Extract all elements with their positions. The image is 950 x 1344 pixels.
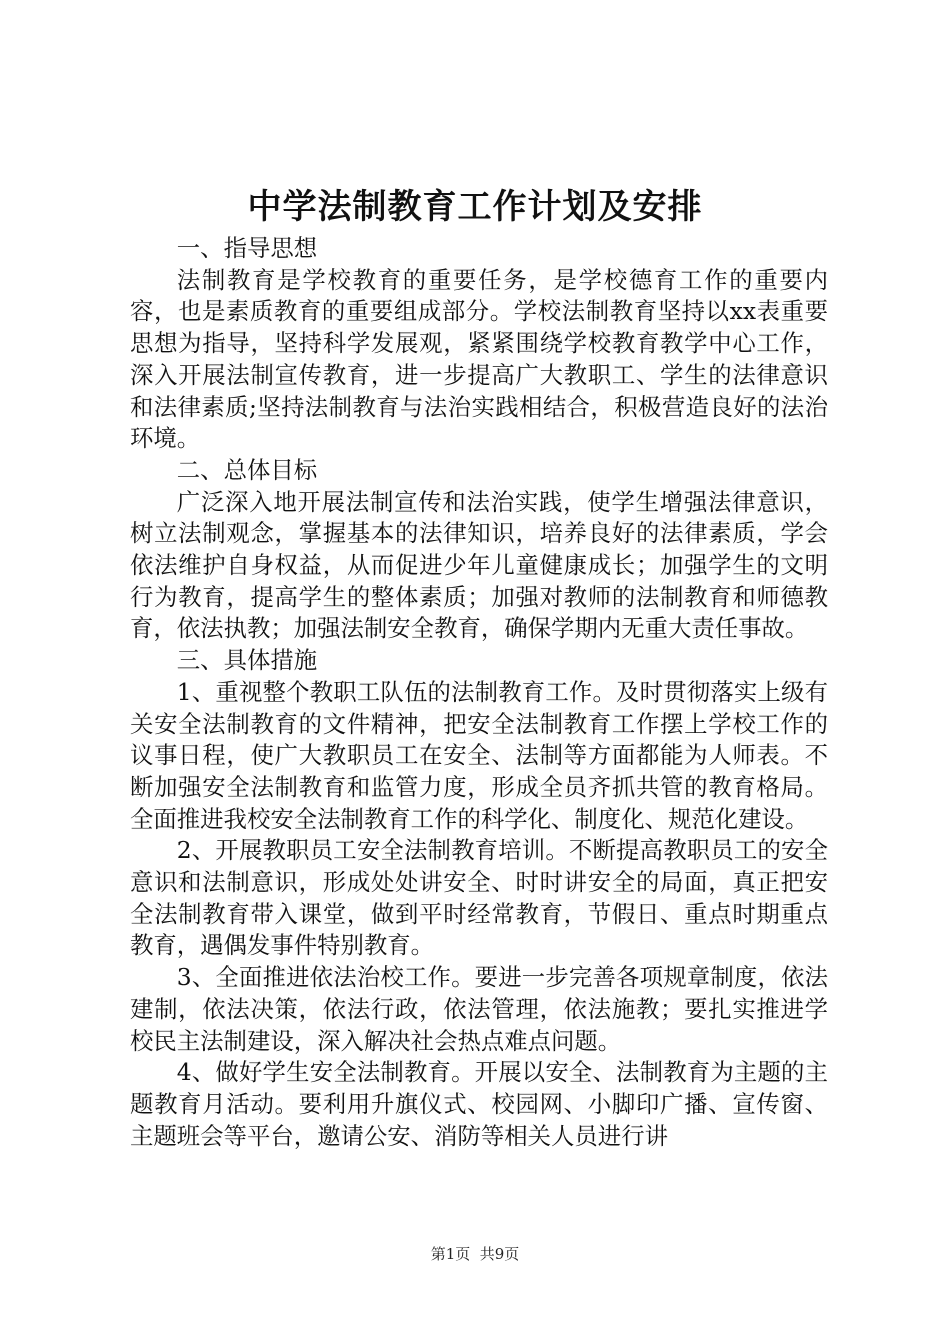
section-heading-overall-goals: 二、总体目标 bbox=[176, 455, 318, 484]
paragraph-measure-2: 2、开展教职员工安全法制教育培训。不断提高教职员工的安全意识和法制意识，形成处处讲安全、时时讲安全的局面，真正把安全法制教育带入课堂，做到平时经常教育，节假日、重点时期重点教育，遇偶发事件特别教育。 bbox=[130, 836, 828, 960]
paragraph-measure-1: 1、重视整个教职工队伍的法制教育工作。及时贯彻落实上级有关安全法制教育的文件精神，把安全法制教育工作摆上学校工作的议事日程，使广大教职员工在安全、法制等方面都能为人师表。不断加强安全法制教育和监管力度，形成全员齐抓共管的教育格局。全面推进我校安全法制教育工作的科学化、制度化、规范化建设。 bbox=[130, 677, 828, 833]
paragraph-overall-goals: 广泛深入地开展法制宣传和法治实践，使学生增强法律意识，树立法制观念，掌握基本的法律知识，培养良好的法律素质，学会依法维护自身权益，从而促进少年儿童健康成长；加强学生的文明行为教育，提高学生的整体素质；加强对教师的法制教育和师德教育，依法执教；加强法制安全教育，确保学期内无重大责任事故。 bbox=[130, 487, 828, 643]
section-heading-specific-measures: 三、具体措施 bbox=[176, 646, 318, 675]
document-title: 中学法制教育工作计划及安排 bbox=[247, 187, 703, 227]
page-footer bbox=[0, 1244, 950, 1264]
paragraph-guiding-ideology: 法制教育是学校教育的重要任务，是学校德育工作的重要内容，也是素质教育的重要组成部分。学校法制教育坚持以xx表重要思想为指导，坚持科学发展观，紧紧围绕学校教育教学中心工作，深入开展法制宣传教育，进一步提高广大教职工、学生的法律意识和法律素质;坚持法制教育与法治实践相结合，积极营造良好的法治环境。 bbox=[130, 265, 828, 453]
document-body bbox=[130, 233, 828, 1152]
paragraph-measure-4: 4、做好学生安全法制教育。开展以安全、法制教育为主题的主题教育月活动。要利用升旗仪式、校园网、小脚印广播、宣传窗、主题班会等平台，邀请公安、消防等相关人员进行讲 bbox=[130, 1058, 828, 1150]
section-heading-guiding-ideology: 一、指导思想 bbox=[176, 234, 318, 262]
paragraph-measure-3: 3、全面推进依法治校工作。要进一步完善各项规章制度，依法建制，依法决策，依法行政，依法管理，依法施教；要扎实推进学校民主法制建设，深入解决社会热点难点问题。 bbox=[130, 963, 828, 1055]
page-number-label: 第1页 共9页 bbox=[430, 1245, 520, 1263]
